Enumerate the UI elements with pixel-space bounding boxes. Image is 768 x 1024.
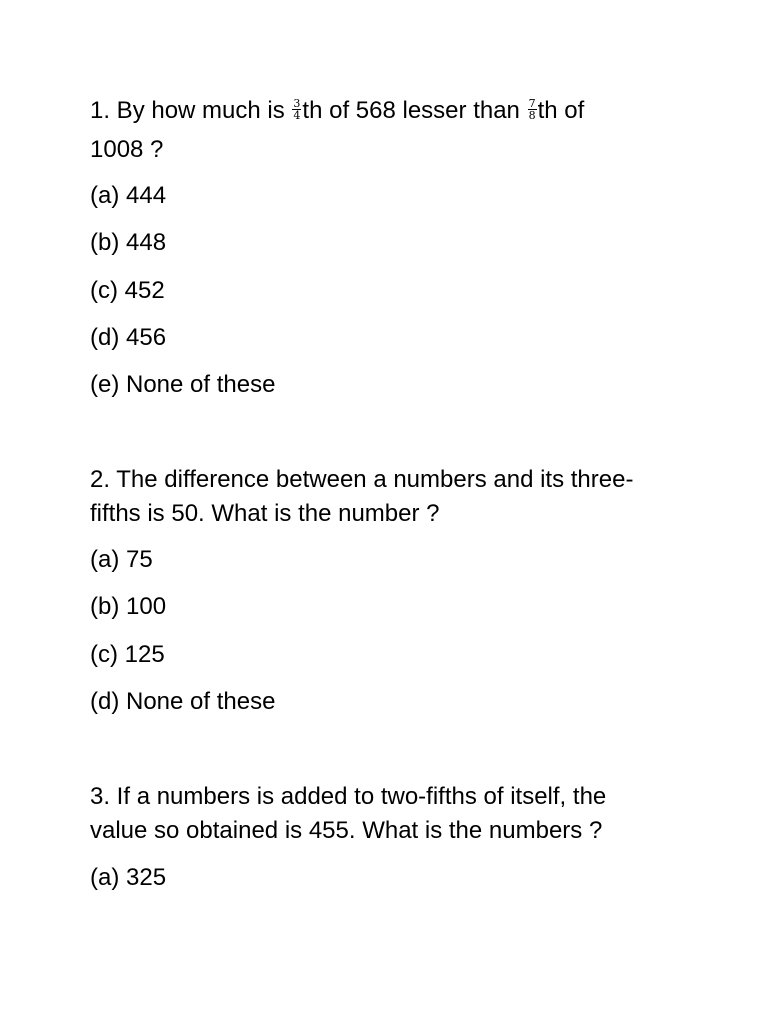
- question-1-option-e: (e) None of these: [90, 371, 276, 398]
- document-page: [90, 0, 690, 1024]
- question-1-text-part: th of: [537, 97, 585, 124]
- question-1-option-a: (a) 444: [90, 182, 167, 209]
- question-3-option-a: (a) 325: [90, 864, 167, 891]
- question-2-option-a: (a) 75: [90, 546, 153, 573]
- fraction-seven-eighths: [528, 98, 537, 121]
- fraction-denominator: 4: [293, 109, 301, 123]
- question-1-text-line-1: [90, 97, 584, 125]
- question-2-text-line-1: 2. The difference between a numbers and its three-: [90, 466, 634, 493]
- fraction-three-fourths: [292, 98, 301, 121]
- question-1-text-part: 1. By how much is: [90, 97, 292, 124]
- question-1-option-b: (b) 448: [90, 229, 167, 256]
- question-2-option-d: (d) None of these: [90, 688, 276, 715]
- question-1-option-d: (d) 456: [90, 324, 167, 351]
- question-3-text-line-2: value so obtained is 455. What is the numbers ?: [90, 817, 603, 844]
- question-2-option-c: (c) 125: [90, 641, 165, 668]
- fraction-numerator: 3: [293, 97, 301, 111]
- question-3-text-line-1: 3. If a numbers is added to two-fifths of itself, the: [90, 783, 607, 810]
- fraction-denominator: 8: [528, 109, 536, 123]
- question-1-text-part: th of 568 lesser than: [302, 97, 527, 124]
- question-1-text-line-2: 1008 ?: [90, 136, 164, 163]
- question-2-text-line-2: fifths is 50. What is the number ?: [90, 500, 440, 527]
- question-1-option-c: (c) 452: [90, 277, 165, 304]
- fraction-numerator: 7: [528, 97, 536, 111]
- question-2-option-b: (b) 100: [90, 593, 167, 620]
